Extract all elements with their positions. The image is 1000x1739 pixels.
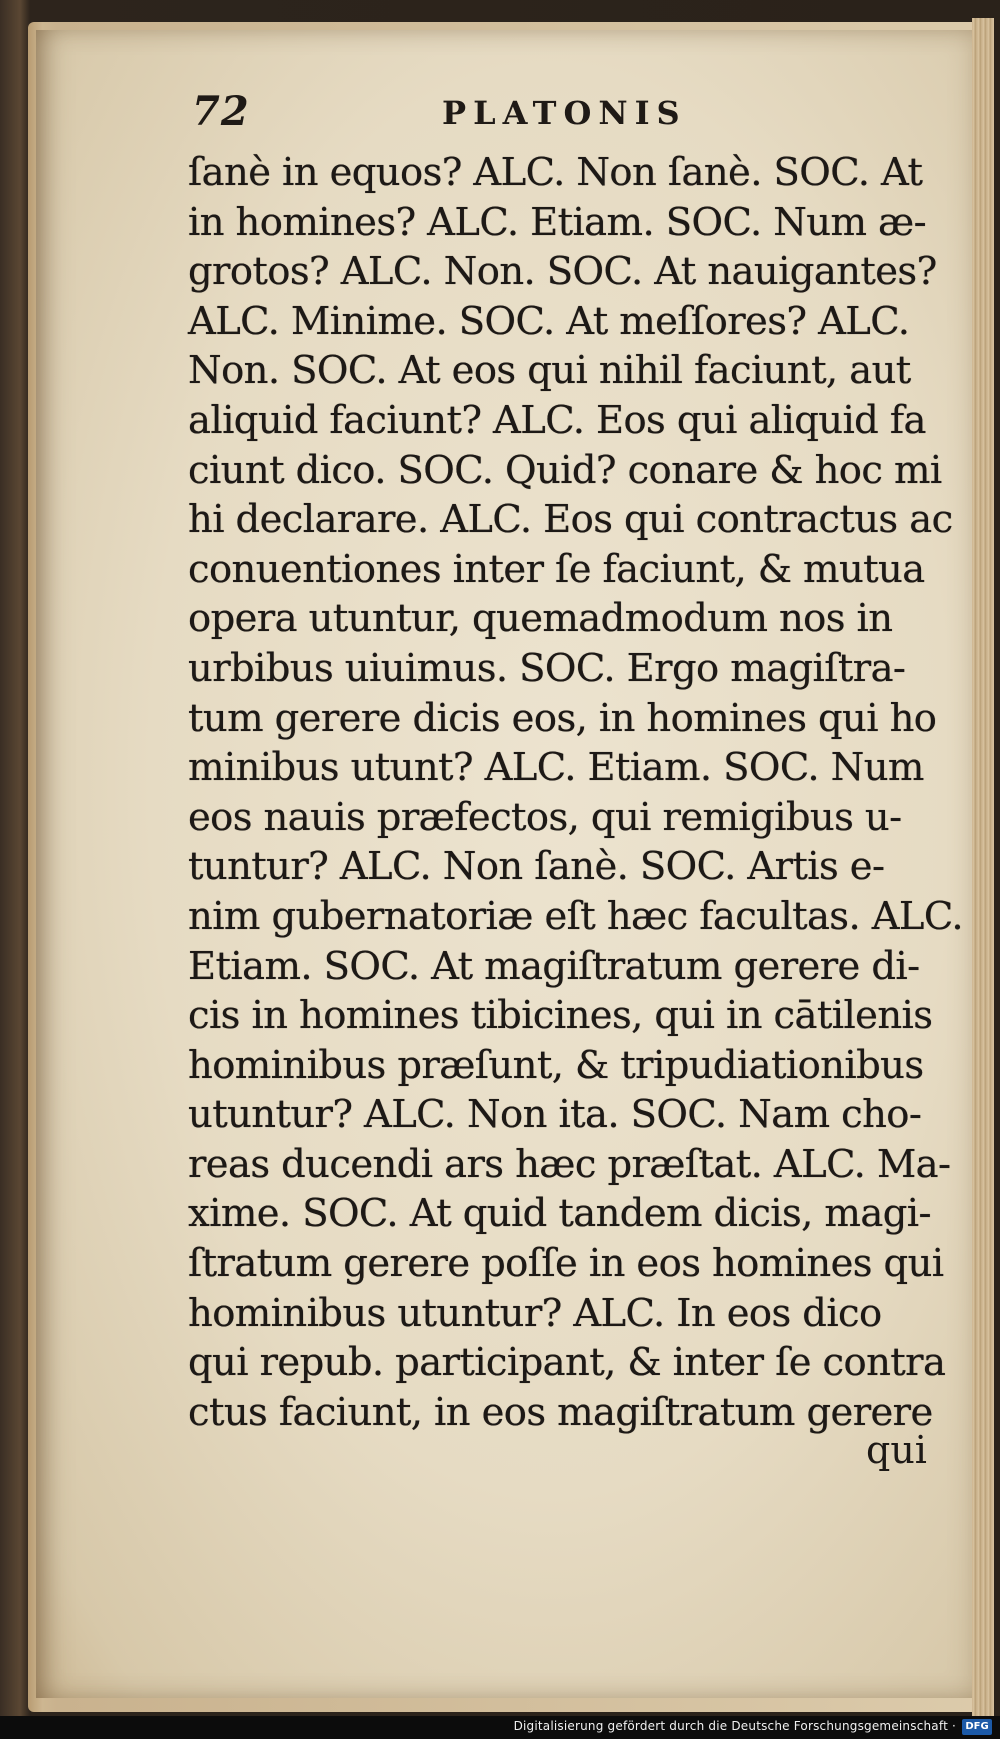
text-line: ALC. Minime. SOC. At meſſores? ALC.	[188, 298, 910, 344]
text-line: minibus utunt? ALC. Etiam. SOC. Num	[188, 745, 924, 791]
text-line: urbibus uiuimus. SOC. Ergo magiſtra-	[188, 645, 906, 691]
text-line: tuntur? ALC. Non ſanè. SOC. Artis e-	[188, 844, 885, 890]
text-line: xime. SOC. At quid tandem dicis, magi-	[188, 1191, 931, 1237]
footer-credit: Digitalisierung gefördert durch die Deutsche Forschungsgemeinschaft ·	[513, 1719, 956, 1733]
dfg-logo: DFG	[962, 1719, 992, 1735]
text-line: hominibus præſunt, & tripudiationibus	[188, 1042, 924, 1088]
text-line: aliquid faciunt? ALC. Eos qui aliquid fa	[188, 397, 926, 443]
text-line: hominibus utuntur? ALC. In eos dico	[188, 1290, 882, 1336]
text-line: cis in homines tibicines, qui in cātilenis	[188, 993, 933, 1039]
text-line: conuentiones inter ſe faciunt, & mutua	[188, 546, 925, 592]
running-title: PLATONIS	[442, 94, 687, 132]
text-line: reas ducendi ars hæc præſtat. ALC. Ma-	[188, 1141, 951, 1187]
text-line: ctus faciunt, in eos magiſtratum gerere	[188, 1389, 933, 1435]
text-line: eos nauis præfectos, qui remigibus u-	[188, 794, 902, 840]
text-line: ſanè in equos? ALC. Non ſanè. SOC. At	[188, 150, 923, 195]
text-line: qui repub. participant, & inter ſe contra	[188, 1340, 946, 1386]
text-line: hi declarare. ALC. Eos qui contractus ac	[188, 497, 953, 543]
page-edges	[972, 18, 994, 1718]
footer-bar	[0, 1716, 1000, 1739]
text-line: in homines? ALC. Etiam. SOC. Num æ-	[188, 199, 927, 245]
page-number: 72	[192, 88, 250, 135]
text-line: Non. SOC. At eos qui nihil faciunt, aut	[188, 348, 911, 394]
text-line: Etiam. SOC. At magiſtratum gerere di-	[188, 943, 920, 989]
text-body	[188, 148, 964, 1437]
text-line: nim gubernatoriæ eſt hæc facultas. ALC.	[188, 893, 964, 939]
catchword: qui	[866, 1428, 927, 1472]
text-line: grotos? ALC. Non. SOC. At nauigantes?	[188, 249, 937, 295]
text-line: ciunt dico. SOC. Quid? conare & hoc mi	[188, 447, 942, 493]
text-line: opera utuntur, quemadmodum nos in	[188, 596, 893, 642]
page-header	[192, 88, 712, 142]
text-line: utuntur? ALC. Non ita. SOC. Nam cho-	[188, 1092, 922, 1138]
text-line: ſtratum gerere poſſe in eos homines qui	[188, 1241, 944, 1287]
text-line: tum gerere dicis eos, in homines qui ho	[188, 695, 937, 741]
